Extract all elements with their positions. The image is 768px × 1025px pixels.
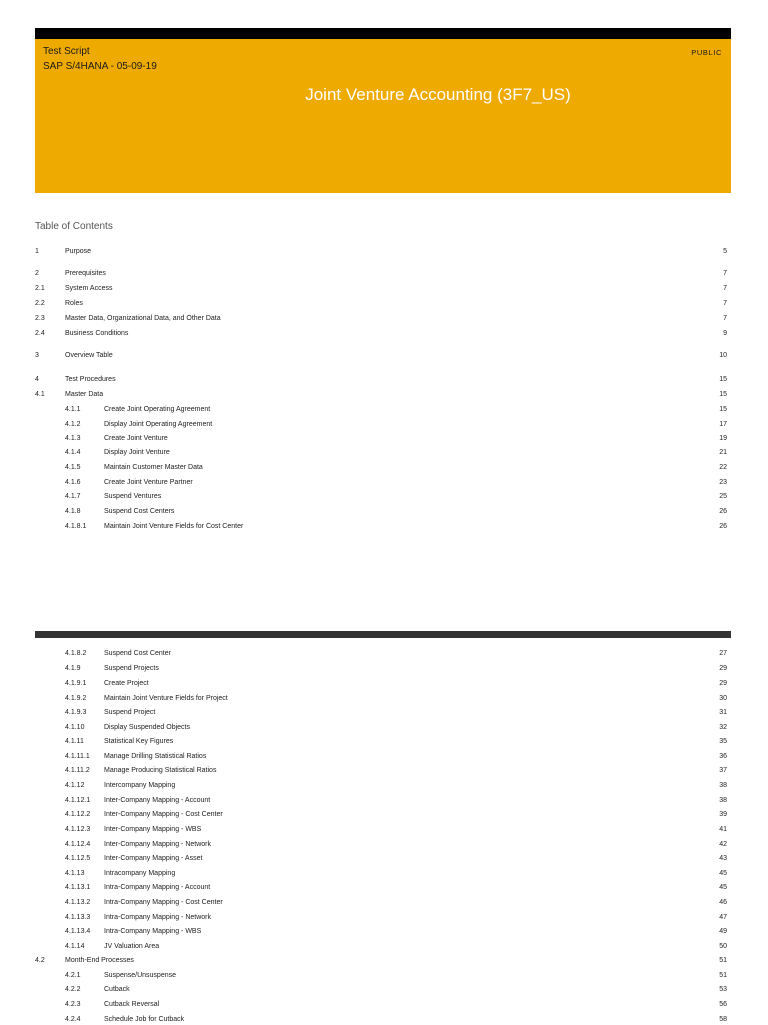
toc-entry-number: 4.1.6 [65, 479, 81, 486]
toc-entry-page: 21 [719, 449, 727, 456]
toc-entry-title: Intra-Company Mapping - Cost Center [104, 899, 223, 906]
toc-entry[interactable] [35, 956, 727, 966]
page-break-bar [35, 631, 731, 638]
toc-entry-title: Create Joint Venture Partner [104, 479, 193, 486]
toc-entry-page: 17 [719, 421, 727, 428]
toc-entry-page: 10 [719, 352, 727, 359]
toc-entry[interactable] [35, 942, 727, 952]
toc-entry-title: Suspend Cost Centers [104, 508, 175, 515]
toc-entry-title: JV Valuation Area [104, 943, 160, 950]
toc-entry[interactable] [35, 390, 727, 400]
toc-entry[interactable] [35, 913, 727, 923]
toc-entry[interactable] [35, 781, 727, 791]
toc-entry-page: 7 [723, 285, 727, 292]
toc-entry-title: Inter-Company Mapping - Network [104, 841, 211, 848]
toc-entry-page: 7 [723, 300, 727, 307]
toc-entry-page: 47 [719, 914, 727, 921]
toc-entry[interactable] [35, 869, 727, 879]
toc-entry-number: 4 [35, 376, 39, 383]
toc-entry[interactable] [35, 664, 727, 674]
toc-entry-number: 4.1.9.2 [65, 695, 87, 702]
toc-entry-page: 26 [719, 523, 727, 530]
toc-entry-page: 15 [719, 391, 727, 398]
toc-entry[interactable] [35, 247, 727, 257]
toc-entry-title: Display Joint Venture [104, 449, 170, 456]
toc-entry-title: Purpose [65, 248, 92, 255]
toc-entry-number: 4.1.11 [65, 738, 84, 745]
toc-entry-page: 39 [719, 811, 727, 818]
toc-entry[interactable] [35, 985, 727, 995]
document-version: SAP S/4HANA - 05-09-19 [43, 61, 157, 72]
toc-entry-title: Intercompany Mapping [104, 782, 176, 789]
toc-entry[interactable] [35, 708, 727, 718]
toc-entry-page: 35 [719, 738, 727, 745]
toc-entry-page: 7 [723, 270, 727, 277]
toc-entry-title: Intra-Company Mapping - Account [104, 884, 211, 891]
toc-entry[interactable] [35, 1000, 727, 1010]
toc-entry[interactable] [35, 854, 727, 864]
toc-entry-number: 4.1.13.4 [65, 928, 91, 935]
toc-entry-page: 46 [719, 899, 727, 906]
toc-entry[interactable] [35, 299, 727, 309]
toc-entry-title: Intra-Company Mapping - WBS [104, 928, 202, 935]
toc-entry-page: 41 [719, 826, 727, 833]
toc-entry-number: 4.1.11.1 [65, 753, 90, 760]
toc-entry-title: Create Project [104, 680, 149, 687]
toc-entry-page: 29 [719, 665, 727, 672]
toc-entry-title: Display Suspended Objects [104, 724, 190, 731]
toc-entry-number: 4.1.12 [65, 782, 85, 789]
toc-entry[interactable] [35, 723, 727, 733]
toc-entry-title: Intracompany Mapping [104, 870, 176, 877]
toc-entry-number: 4.2.2 [65, 986, 81, 993]
toc-entry-title: Maintain Joint Venture Fields for Cost Center [104, 523, 244, 530]
toc-entry[interactable] [35, 492, 727, 502]
toc-entry-title: Roles [65, 300, 83, 307]
toc-entry-page: 51 [719, 972, 727, 979]
page-top-bar [35, 28, 731, 39]
toc-entry-page: 58 [719, 1016, 727, 1023]
toc-entry-title: Master Data [65, 391, 104, 398]
toc-entry-title: Suspend Projects [104, 665, 159, 672]
toc-entry-title: Suspend Project [104, 709, 156, 716]
toc-entry-page: 42 [719, 841, 727, 848]
toc-entry-page: 26 [719, 508, 727, 515]
toc-entry-title: Create Joint Operating Agreement [104, 406, 211, 413]
toc-entry-number: 2.4 [35, 330, 45, 337]
toc-entry-title: Test Procedures [65, 376, 116, 383]
toc-entry-title: Cutback Reversal [104, 1001, 160, 1008]
toc-entry[interactable] [35, 840, 727, 850]
toc-entry-number: 3 [35, 352, 39, 359]
toc-entry-page: 32 [719, 724, 727, 731]
toc-entry[interactable] [35, 737, 727, 747]
toc-entry[interactable] [35, 329, 727, 339]
toc-entry-title: Overview Table [65, 352, 113, 359]
toc-entry-title: Month-End Processes [65, 957, 134, 964]
toc-entry-page: 37 [719, 767, 727, 774]
toc-entry-number: 2.3 [35, 315, 45, 322]
toc-entry[interactable] [35, 898, 727, 908]
toc-entry-title: Display Joint Operating Agreement [104, 421, 213, 428]
toc-entry-page: 49 [719, 928, 727, 935]
toc-entry-title: System Access [65, 285, 113, 292]
toc-entry-page: 31 [719, 709, 727, 716]
toc-entry-number: 4.1.8.2 [65, 650, 87, 657]
toc-entry-number: 1 [35, 248, 39, 255]
toc-entry-title: Prerequisites [65, 270, 106, 277]
toc-entry-number: 4.1.13 [65, 870, 85, 877]
toc-entry-title: Inter-Company Mapping - Cost Center [104, 811, 223, 818]
toc-entry[interactable] [35, 971, 727, 981]
toc-entry-title: Master Data, Organizational Data, and Other Data [65, 315, 221, 322]
toc-entry-number: 4.1.9 [65, 665, 81, 672]
toc-entry-number: 4.2 [35, 957, 45, 964]
toc-entry-title: Business Conditions [65, 330, 129, 337]
toc-entry-number: 4.1.9.1 [65, 680, 87, 687]
toc-entry-number: 4.1.5 [65, 464, 81, 471]
toc-entry[interactable] [35, 796, 727, 806]
toc-entry-title: Schedule Job for Cutback [104, 1016, 185, 1023]
toc-entry-page: 53 [719, 986, 727, 993]
toc-entry-number: 4.1.13.3 [65, 914, 91, 921]
toc-entry[interactable] [35, 434, 727, 444]
toc-entry-page: 15 [719, 406, 727, 413]
toc-entry-page: 5 [723, 248, 727, 255]
toc-entry[interactable] [35, 927, 727, 937]
toc-entry-number: 4.1.1 [65, 406, 81, 413]
toc-entry[interactable] [35, 766, 727, 776]
toc-entry-number: 4.1.12.2 [65, 811, 91, 818]
toc-entry[interactable] [35, 883, 727, 893]
toc-entry-number: 4.1.14 [65, 943, 85, 950]
toc-entry-number: 4.1.13.2 [65, 899, 91, 906]
toc-entry-page: 51 [719, 957, 727, 964]
toc-entry-number: 4.1.12.3 [65, 826, 91, 833]
toc-entry-title: Maintain Customer Master Data [104, 464, 203, 471]
toc-entry-page: 38 [719, 782, 727, 789]
toc-entry[interactable] [35, 649, 727, 659]
toc-entry-page: 15 [719, 376, 727, 383]
toc-entry-page: 22 [719, 464, 727, 471]
toc-entry-number: 4.1.13.1 [65, 884, 91, 891]
toc-entry-title: Create Joint Venture [104, 435, 168, 442]
toc-entry[interactable] [35, 507, 727, 517]
toc-entry[interactable] [35, 284, 727, 294]
toc-entry[interactable] [35, 825, 727, 835]
toc-entry-page: 30 [719, 695, 727, 702]
toc-entry-number: 4.2.3 [65, 1001, 81, 1008]
toc-entry-title: Inter-Company Mapping - Asset [104, 855, 203, 862]
toc-entry-number: 4.1.7 [65, 493, 81, 500]
toc-entry-title: Suspend Ventures [104, 493, 162, 500]
document-type: Test Script [43, 46, 90, 57]
document-title: Joint Venture Accounting (3F7_US) [305, 85, 571, 104]
toc-entry-page: 56 [719, 1001, 727, 1008]
toc-entry-title: Manage Drilling Statistical Ratios [104, 753, 207, 760]
toc-entry[interactable] [35, 351, 727, 361]
toc-entry-title: Inter-Company Mapping - Account [104, 797, 211, 804]
toc-entry-page: 7 [723, 315, 727, 322]
classification-label: PUBLIC [691, 48, 722, 57]
toc-entry-title: Inter-Company Mapping - WBS [104, 826, 202, 833]
toc-entry[interactable] [35, 752, 727, 762]
toc-entry-page: 29 [719, 680, 727, 687]
toc-entry[interactable] [35, 679, 727, 689]
toc-entry-page: 36 [719, 753, 727, 760]
toc-entry-number: 4.2.4 [65, 1016, 81, 1023]
toc-entry-number: 4.2.1 [65, 972, 81, 979]
toc-entry-number: 4.1.10 [65, 724, 85, 731]
toc-entry[interactable] [35, 463, 727, 473]
toc-entry-page: 45 [719, 870, 727, 877]
toc-entry-page: 25 [719, 493, 727, 500]
toc-entry-page: 23 [719, 479, 727, 486]
toc-entry[interactable] [35, 694, 727, 704]
toc-entry-number: 4.1.3 [65, 435, 81, 442]
toc-entry-page: 38 [719, 797, 727, 804]
toc-entry[interactable] [35, 375, 727, 385]
toc-entry-page: 9 [723, 330, 727, 337]
toc-entry-number: 4.1.4 [65, 449, 81, 456]
toc-entry-number: 4.1.11.2 [65, 767, 90, 774]
toc-entry-page: 43 [719, 855, 727, 862]
toc-entry-title: Manage Producing Statistical Ratios [104, 767, 217, 774]
toc-entry[interactable] [35, 810, 727, 820]
toc-entry[interactable] [35, 448, 727, 458]
toc-entry[interactable] [35, 420, 727, 430]
toc-entry-title: Statistical Key Figures [104, 738, 174, 745]
toc-entry-number: 4.1.12.5 [65, 855, 91, 862]
toc-heading: Table of Contents [35, 221, 113, 232]
toc-entry-number: 2.2 [35, 300, 45, 307]
toc-entry[interactable] [35, 405, 727, 415]
toc-entry[interactable] [35, 314, 727, 324]
toc-entry-number: 4.1.12.4 [65, 841, 91, 848]
toc-entry-title: Suspense/Unsuspense [104, 972, 176, 979]
toc-entry-number: 4.1.12.1 [65, 797, 91, 804]
toc-entry-number: 4.1.8.1 [65, 523, 87, 530]
toc-entry-number: 4.1.2 [65, 421, 81, 428]
toc-entry-page: 50 [719, 943, 727, 950]
toc-entry[interactable] [35, 269, 727, 279]
toc-entry-page: 19 [719, 435, 727, 442]
toc-entry-number: 2 [35, 270, 39, 277]
toc-entry-number: 4.1.9.3 [65, 709, 87, 716]
toc-entry-page: 45 [719, 884, 727, 891]
toc-entry-number: 4.1 [35, 391, 45, 398]
toc-entry-number: 2.1 [35, 285, 45, 292]
toc-entry-title: Suspend Cost Center [104, 650, 171, 657]
toc-entry[interactable] [35, 478, 727, 488]
toc-entry-number: 4.1.8 [65, 508, 81, 515]
toc-entry[interactable] [35, 522, 727, 532]
toc-entry-title: Cutback [104, 986, 130, 993]
cover-banner [35, 39, 731, 193]
toc-entry-page: 27 [719, 650, 727, 657]
toc-entry-title: Maintain Joint Venture Fields for Project [104, 695, 228, 702]
toc-entry-title: Intra-Company Mapping - Network [104, 914, 211, 921]
